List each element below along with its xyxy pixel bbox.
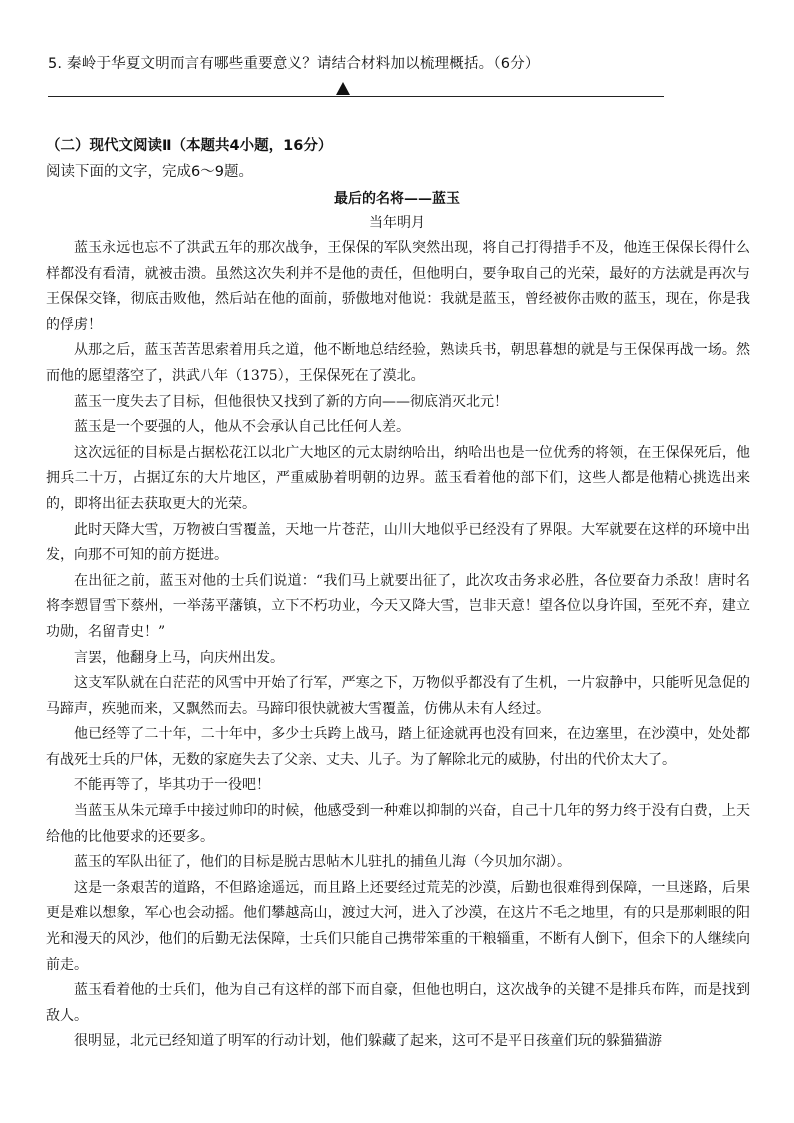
section-heading: （二）现代文阅读Ⅱ（本题共4小题，16分） [46,138,333,154]
article-author: 当年明月 [369,215,425,231]
paragraph: 蓝玉一度失去了目标，但他很快又找到了新的方向——彻底消灭北元！ [74,393,508,410]
paragraph: 这是一条艰苦的道路，不但路途遥远，而且路上还要经过荒芜的沙漠，后勤也很难得到保障，一旦迷路，后果更是难以想象，军心也会动摇。他们攀越高山，渡过大河，进入了沙漠，在这片不毛之地里，有的只是那刺眼的阳光和漫天的风沙，他们的后勤无法保障，士兵们只能自己携带笨重的干粮辎重，不断有人倒下，但余下的人继续向前走。 [46,879,750,973]
paragraph: 蓝玉永远也忘不了洪武五年的那次战争，王保保的军队突然出现，将自己打得措手不及，他连王保保长得什么样都没有看清，就被击溃。虽然这次失利并不是他的责任，但他明白，要争取自己的光荣，最好的方法就是再次与王保保交锋，彻底击败他，然后站在他的面前，骄傲地对他说：我就是蓝玉，曾经被你击败的蓝玉，现在，你是我的俘虏！ [46,240,750,333]
paragraph: 蓝玉看着他的士兵们，他为自己有这样的部下而自豪，但他也明白，这次战争的关键不是排兵布阵，而是找到敌人。 [46,982,750,1024]
question-5: 5. 秦岭于华夏文明而言有哪些重要意义？请结合材料加以梳理概括。（6分） [48,56,540,72]
paragraph: 此时天降大雪，万物被白雪覆盖，天地一片苍茫，山川大地似乎已经没有了界限。大军就要在这样的环境中出发，向那不可知的前方挺进。 [46,521,750,564]
paragraph: 不能再等了，毕其功于一役吧！ [74,777,270,794]
paragraph: 蓝玉的军队出征了，他们的目标是脱古思帖木儿驻扎的捕鱼儿海（今贝加尔湖）。 [74,854,571,871]
paragraph: 蓝玉是一个要强的人，他从不会承认自己比任何人差。 [74,419,410,436]
answer-line-divider [48,96,664,97]
paragraph: 他已经等了二十年，二十年中，多少士兵跨上战马，踏上征途就再也没有回来，在边塞里，在沙漠中，处处都有战死士兵的尸体，无数的家庭失去了父亲、丈夫、儿子。为了解除北元的威胁，付出的代价太大了。 [46,726,750,768]
article-body [46,236,750,1055]
paragraph: 言罢，他翻身上马，向庆州出发。 [74,649,284,666]
paragraph: 很明显，北元已经知道了明军的行动计划，他们躲藏了起来，这可不是平日孩童们玩的躲猫猫游 [74,1033,662,1050]
paragraph: 这支军队就在白茫茫的风雪中开始了行军，严寒之下，万物似乎都没有了生机，一片寂静中，只能听见急促的马蹄声，疾驰而来，又飘然而去。马蹄印很快就被大雪覆盖，仿佛从未有人经过。 [46,675,750,717]
reading-instruction: 阅读下面的文字，完成6～9题。 [46,164,253,180]
article-title: 最后的名将——蓝玉 [334,191,460,207]
triangle-marker-icon [336,82,350,95]
paragraph: 在出征之前，蓝玉对他的士兵们说道：“我们马上就要出征了，此次攻击务求必胜，各位要奋力杀敌！唐时名将李愬冒雪下蔡州，一举荡平藩镇，立下不朽功业，今天又降大雪，岂非天意！望各位以身许国，至死不弃，建立功勋，名留青史！” [46,572,750,640]
paragraph: 从那之后，蓝玉苦苦思索着用兵之道，他不断地总结经验，熟读兵书，朝思暮想的就是与王保保再战一场。然而他的愿望落空了，洪武八年（1375），王保保死在了漠北。 [46,342,750,384]
paragraph: 这次远征的目标是占据松花江以北广大地区的元太尉纳哈出，纳哈出也是一位优秀的将领，在王保保死后，他拥兵二十万，占据辽东的大片地区，严重威胁着明朝的边界。蓝玉看着他的部下们，这些人都是他精心挑选出来的，即将出征去获取更大的光荣。 [46,444,750,512]
paragraph: 当蓝玉从朱元璋手中接过帅印的时候，他感受到一种难以抑制的兴奋，自己十几年的努力终于没有白费，上天给他的比他要求的还要多。 [46,803,750,845]
